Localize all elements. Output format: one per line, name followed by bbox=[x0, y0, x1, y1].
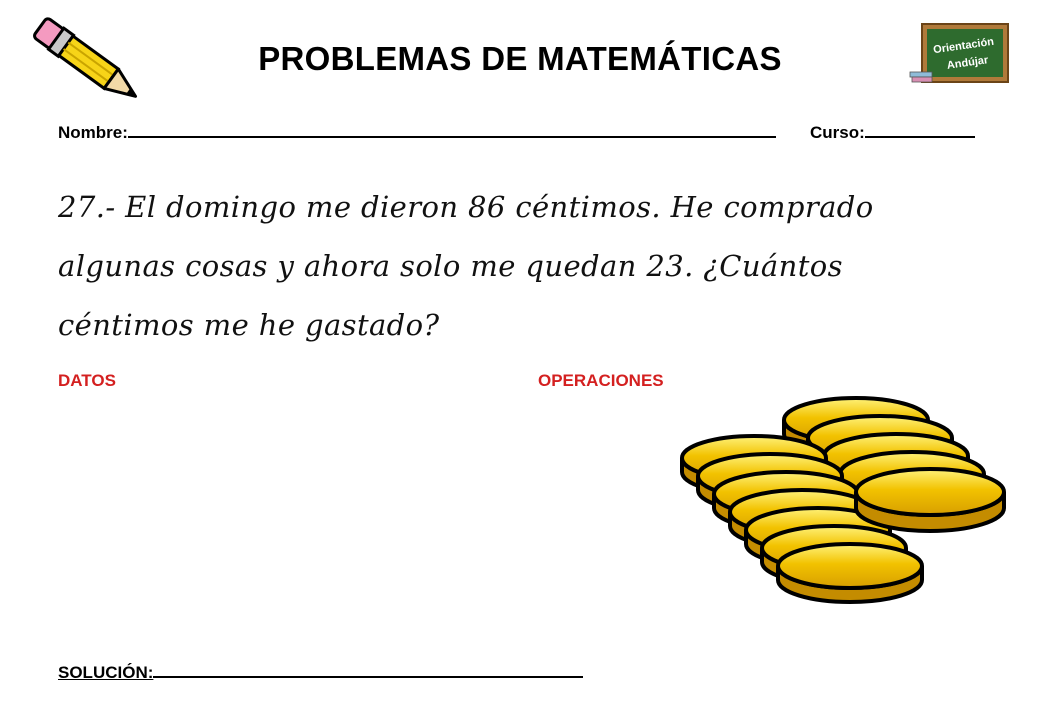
nombre-row bbox=[58, 120, 776, 143]
curso-label: Curso: bbox=[810, 123, 865, 142]
nombre-field[interactable] bbox=[128, 120, 776, 138]
problem-line-2: algunas cosas y ahora solo me quedan 23. ¿Cuántos bbox=[58, 249, 843, 283]
problem-line-3: céntimos me he gastado? bbox=[58, 308, 440, 342]
solucion-label: SOLUCIÓN: bbox=[58, 663, 154, 682]
solucion-row bbox=[58, 660, 583, 683]
solucion-field[interactable] bbox=[153, 660, 583, 678]
problem-statement bbox=[58, 178, 938, 355]
page-title: PROBLEMAS DE MATEMÁTICAS bbox=[258, 40, 782, 77]
datos-label: DATOS bbox=[58, 371, 116, 390]
problem-line-1: 27.- El domingo me dieron 86 céntimos. He comprado bbox=[58, 190, 874, 224]
operaciones-label: OPERACIONES bbox=[538, 371, 664, 390]
curso-field[interactable] bbox=[865, 120, 975, 138]
nombre-label: Nombre: bbox=[58, 123, 128, 142]
chalkboard-logo bbox=[908, 22, 1010, 86]
logo-line2: Andújar bbox=[946, 54, 989, 72]
logo-line1: Orientación bbox=[932, 35, 995, 57]
curso-row bbox=[810, 120, 975, 143]
gold-coins-illustration bbox=[676, 396, 1026, 616]
